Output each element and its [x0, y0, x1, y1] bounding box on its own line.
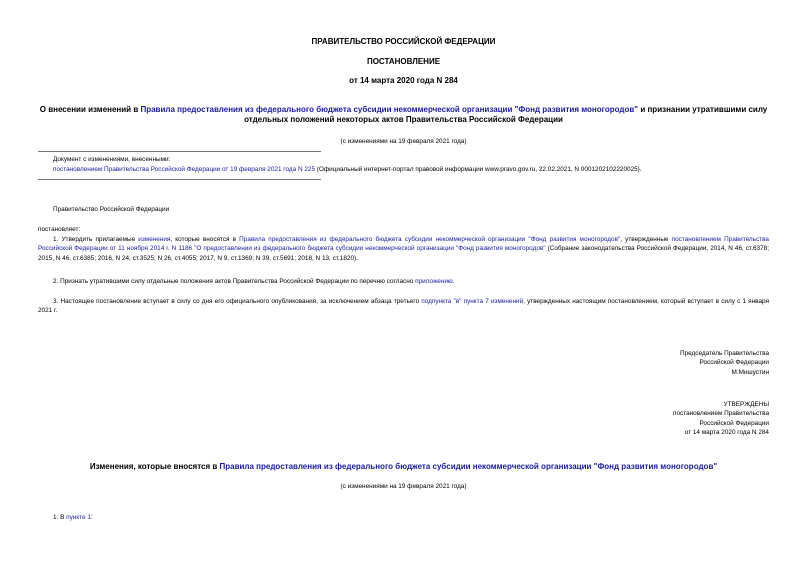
changes-heading: Изменения, которые вносятся в Правила предоставления из федерального бюджета субсидии некоммерческой организации "Фонд развития моногородов"	[89, 462, 718, 471]
subparagraph-link[interactable]: подпункта "в" пункта 7 изменений	[421, 298, 524, 305]
paragraph-1: 1. Утвердить прилагаемые изменения, которые вносятся в Правила предоставления из федерального бюджета субсидии некоммерческой организации "Фонд развития моногородов", утвержденные постановлением Правительства Российской Федерации от 11 ноября 2014 г. N 1186 "О предоставлении из федерального бюджета субсидии некоммерческой организации "Фонд развития моногородов" (Собрание законодательства Российской Федерации, 2014, N 46, ст.6378; 2015, N 46, ст.6385; 2016, N 24, ст.3525; N 26, ст.4055; 2017, N 9, ст.1369; N 39, ст.5691; 2018, N 13, ст.1820).	[38, 236, 769, 262]
point-1-link[interactable]: пункте 1	[66, 514, 91, 521]
decree-1186-link[interactable]: постановлением Правительства Российской Федерации от 11 ноября 2014 г. N 1186 "О предоставлении из федерального бюджета субсидии некоммерческой организации "Фонд развития моногородов"	[38, 236, 769, 253]
document-date-number: от 14 марта 2020 года N 284	[349, 76, 458, 85]
changes-source-text: (Официальный интернет-портал правовой информации www.pravo.gov.ru, 22.02.2021, N 0001202102220025).	[315, 166, 642, 173]
document-title	[35, 105, 772, 125]
government-heading: ПРАВИТЕЛЬСТВО РОССИЙСКОЙ ФЕДЕРАЦИИ	[311, 37, 496, 46]
approval-by: постановлением Правительства	[673, 410, 769, 418]
revision-note: (с изменениями на 19 февраля 2021 года)	[340, 138, 467, 145]
title-rules-link[interactable]: Правила предоставления из федерального бюджета субсидии некоммерческой организации "Фонд развития моногородов"	[140, 105, 639, 114]
changes-source	[53, 165, 773, 174]
approval-status: УТВЕРЖДЕНЫ	[723, 401, 769, 408]
approval-block	[470, 400, 769, 437]
approval-date: от 14 марта 2020 года N 284	[684, 428, 769, 436]
separator-top	[38, 151, 321, 152]
title-suffix: и признании утратившими силу отдельных положений некоторых актов Правительства Российской Федерации	[244, 105, 768, 124]
approval-country: Российской Федерации	[699, 419, 769, 427]
appendix-link[interactable]: приложению	[415, 278, 453, 285]
changes-label: Документ с изменениями, внесенными:	[53, 156, 171, 163]
separator-bottom	[38, 179, 321, 180]
changes-link[interactable]: изменения	[138, 236, 171, 243]
item-1: 1. В пункте 1:	[53, 514, 93, 521]
signature-country: Российской Федерации	[699, 359, 769, 367]
signature-block	[470, 349, 769, 377]
paragraph-3: 3. Настоящее постановление вступает в силу со дня его официального опубликования, за исключением абзаца третьего подпункта "в" пункта 7 изменений, утвержденных настоящим постановлением, который вступает в силу с 1 января 2021 г.	[38, 298, 769, 315]
amending-decree-link[interactable]: постановлением Правительства Российской Федерации от 19 февраля 2021 года N 225	[53, 166, 316, 173]
signature-position: Председатель Правительства	[680, 350, 769, 357]
changes-heading-rules-link[interactable]: Правила предоставления из федерального бюджета субсидии некоммерческой организации "Фонд развития моногородов"	[219, 462, 718, 471]
signature-name: М.Мишустин	[731, 368, 769, 376]
title-prefix: О внесении изменений в	[39, 105, 141, 114]
document-type: ПОСТАНОВЛЕНИЕ	[366, 57, 441, 66]
rules-link[interactable]: Правила предоставления из федерального бюджета субсидии некоммерческой организации "Фонд развития моногородов"	[239, 236, 621, 243]
paragraph-2: 2. Признать утратившими силу отдельные положения актов Правительства Российской Федерации по перечню согласно приложению.	[53, 278, 455, 285]
issuer: Правительство Российской Федерации	[53, 206, 170, 213]
changes-revision-note: (с изменениями на 19 февраля 2021 года)	[340, 483, 467, 490]
resolves: постановляет:	[38, 226, 81, 233]
